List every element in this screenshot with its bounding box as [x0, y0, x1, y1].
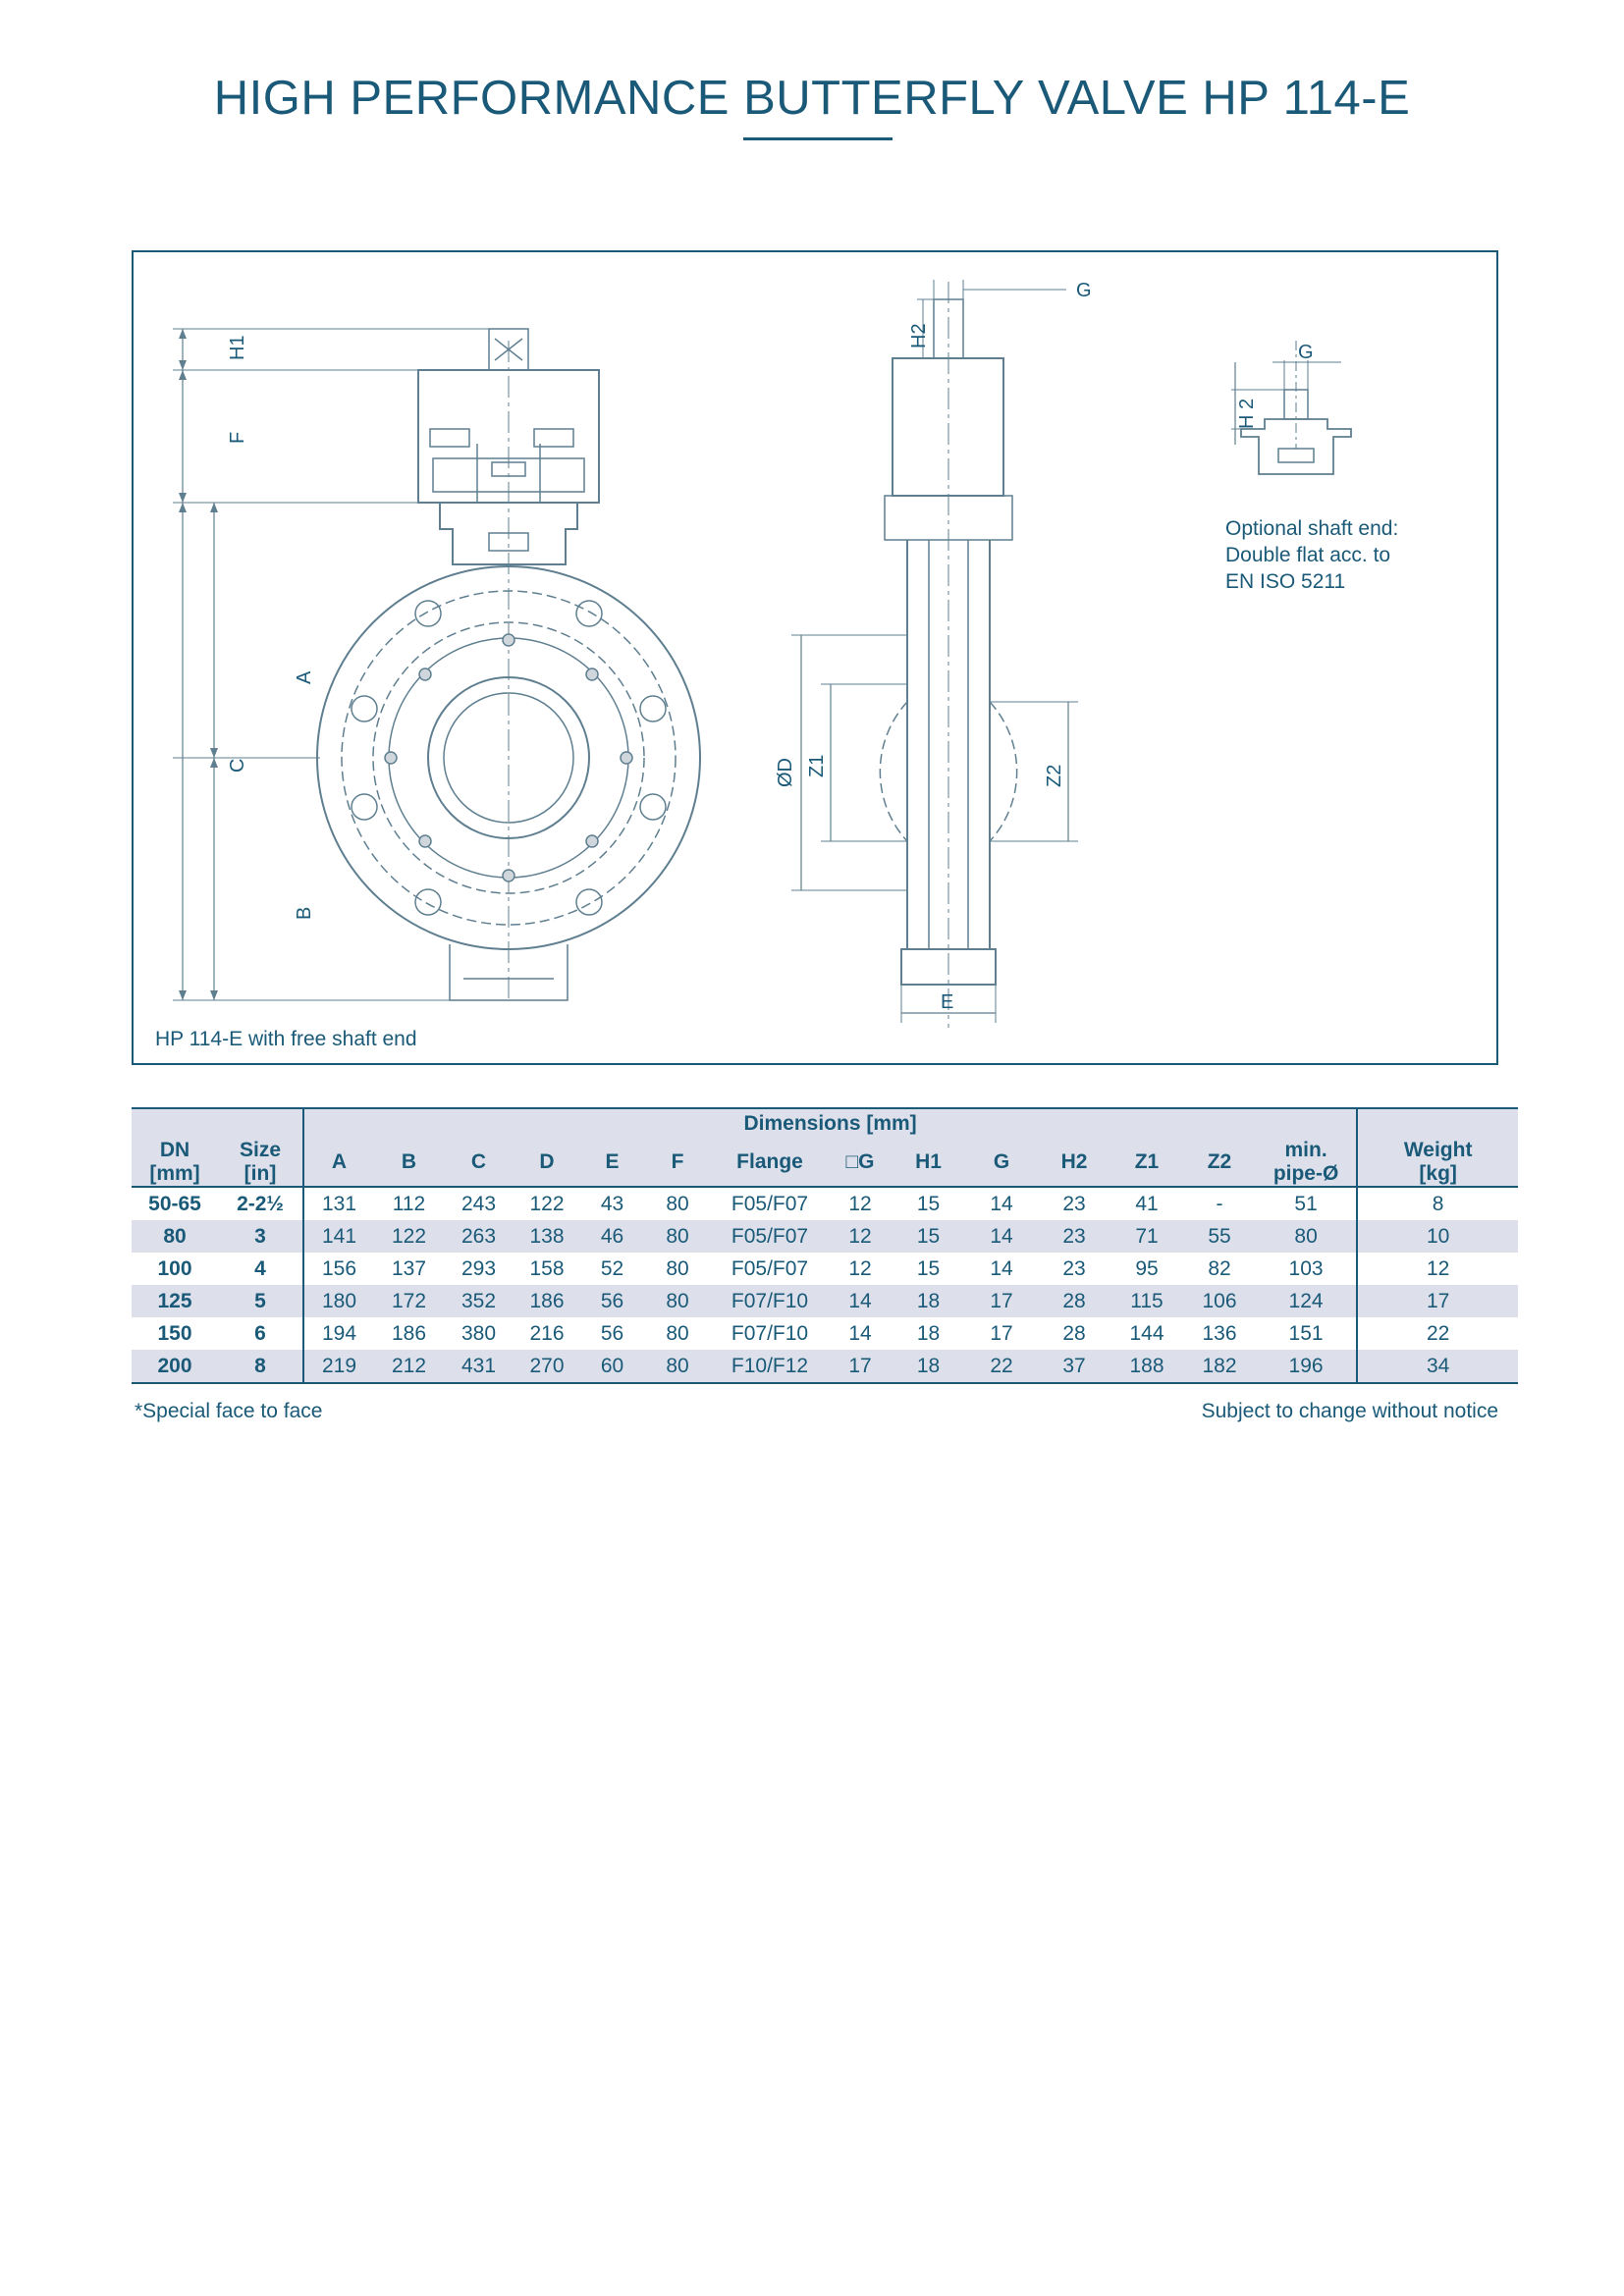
table-cell: 2-2½	[218, 1187, 303, 1220]
table-cell: 80	[666, 1256, 689, 1280]
optional-note-line: Double flat acc. to	[1225, 544, 1391, 566]
table-cell: 180	[303, 1285, 374, 1317]
label-h2-detail: H 2	[1236, 398, 1258, 429]
table-cell: 112	[392, 1192, 426, 1215]
table-cell: 80	[132, 1220, 218, 1253]
table-cell: 263	[444, 1220, 514, 1253]
optional-shaft-note	[1225, 515, 1398, 595]
drawing-caption: HP 114-E with free shaft end	[155, 1028, 417, 1050]
table-cell: 270	[514, 1350, 580, 1383]
table-cell: 95	[1135, 1256, 1159, 1280]
table-cell: 71	[1110, 1220, 1183, 1253]
table-cell: 122	[529, 1192, 565, 1215]
table-cell: 18	[892, 1350, 965, 1383]
table-cell: 219	[303, 1350, 374, 1383]
header-weight-top	[1357, 1108, 1518, 1139]
header-g: G	[965, 1139, 1038, 1187]
table-cell: 60	[580, 1350, 644, 1383]
table-cell: 80	[666, 1321, 689, 1345]
table-cell: 293	[460, 1256, 497, 1280]
label-e: E	[941, 991, 954, 1013]
table-row	[132, 1220, 1518, 1253]
header-weight: Weight [kg]	[1357, 1139, 1518, 1187]
header-dimensions: Dimensions [mm]	[303, 1108, 1357, 1139]
table-cell: 23	[1062, 1192, 1086, 1215]
header-b: B	[374, 1139, 444, 1187]
label-h1: H1	[227, 335, 248, 360]
table-cell: 12	[848, 1192, 872, 1215]
table-cell: 151	[1256, 1317, 1357, 1350]
table-cell: 212	[374, 1350, 444, 1383]
table-cell: 380	[460, 1321, 497, 1345]
table-cell: 55	[1183, 1220, 1256, 1253]
table-cell: 80	[666, 1192, 689, 1215]
table-cell: 125	[132, 1285, 218, 1317]
table-cell: 15	[916, 1256, 941, 1280]
side-view	[791, 280, 1078, 1028]
table-cell: 156	[321, 1256, 357, 1280]
header-dn-top	[132, 1108, 218, 1139]
label-c: C	[227, 758, 248, 773]
table-cell: 14	[990, 1192, 1013, 1215]
header-size-top	[218, 1108, 303, 1139]
label-g-detail: G	[1298, 342, 1314, 363]
label-a: A	[294, 670, 315, 684]
table-cell: 17	[829, 1350, 892, 1383]
table-cell: 431	[444, 1350, 514, 1383]
table-cell: 100	[157, 1256, 192, 1280]
table-cell: 80	[644, 1220, 711, 1253]
table-cell: F10/F12	[711, 1350, 829, 1383]
table-cell: -	[1216, 1192, 1223, 1215]
table-cell: 124	[1256, 1285, 1357, 1317]
valve-drawing-svg	[134, 252, 1495, 1062]
table-cell: 46	[580, 1220, 644, 1253]
header-z2: Z2	[1183, 1139, 1256, 1187]
table-cell: F05/F07	[731, 1256, 809, 1280]
table-cell: 82	[1208, 1256, 1231, 1280]
label-h2: H2	[908, 323, 930, 348]
table-cell: 4	[218, 1253, 303, 1285]
table-cell: 8	[1432, 1192, 1444, 1215]
table-cell: 51	[1256, 1187, 1357, 1220]
table-cell: 5	[218, 1285, 303, 1317]
header-c: C	[444, 1139, 514, 1187]
table-cell: 28	[1038, 1285, 1110, 1317]
table-cell: F05/F07	[711, 1220, 829, 1253]
table-cell: 15	[892, 1220, 965, 1253]
table-cell: 188	[1110, 1350, 1183, 1383]
table-cell: 182	[1183, 1350, 1256, 1383]
label-b: B	[294, 906, 315, 920]
table-row	[132, 1317, 1518, 1350]
table-cell: 216	[529, 1321, 565, 1345]
table-cell: 196	[1256, 1350, 1357, 1383]
table-cell: 17	[990, 1321, 1013, 1345]
dimensions-table	[132, 1107, 1518, 1384]
header-z1: Z1	[1110, 1139, 1183, 1187]
table-row	[132, 1187, 1518, 1220]
table-cell: 23	[1038, 1220, 1110, 1253]
table-cell: 80	[1256, 1220, 1357, 1253]
table-cell: 80	[644, 1285, 711, 1317]
table-cell: 52	[600, 1256, 624, 1280]
header-h2: H2	[1038, 1139, 1110, 1187]
header-square-g: □G	[829, 1139, 892, 1187]
table-cell: 243	[460, 1192, 497, 1215]
technical-drawing	[132, 250, 1498, 1065]
table-cell: 150	[157, 1321, 192, 1345]
label-z2: Z2	[1044, 764, 1065, 787]
header-dn: DN [mm]	[132, 1139, 218, 1187]
table-cell: 6	[218, 1317, 303, 1350]
table-cell: 137	[391, 1256, 427, 1280]
header-d: D	[514, 1139, 580, 1187]
table-cell: 200	[132, 1350, 218, 1383]
label-z1: Z1	[806, 754, 828, 777]
table-cell: 106	[1183, 1285, 1256, 1317]
footnote-special-face: *Special face to face	[135, 1400, 323, 1422]
optional-note-line: EN ISO 5211	[1225, 570, 1346, 593]
table-cell: 18	[892, 1285, 965, 1317]
table-cell: 28	[1062, 1321, 1086, 1345]
header-flange: Flange	[711, 1139, 829, 1187]
header-f: F	[644, 1139, 711, 1187]
table-cell: 12	[848, 1256, 872, 1280]
table-cell: 12	[1426, 1256, 1450, 1280]
table-cell: 80	[644, 1350, 711, 1383]
header-h1: H1	[892, 1139, 965, 1187]
table-cell: 122	[374, 1220, 444, 1253]
table-cell: 136	[1202, 1321, 1237, 1345]
table-cell: 158	[529, 1256, 565, 1280]
header-e: E	[580, 1139, 644, 1187]
table-cell: 12	[829, 1220, 892, 1253]
table-cell: 37	[1038, 1350, 1110, 1383]
footnote-subject-to-change: Subject to change without notice	[1201, 1400, 1498, 1422]
table-cell: 43	[600, 1192, 624, 1215]
table-cell: 172	[374, 1285, 444, 1317]
title-underline	[743, 137, 893, 140]
table-cell: 22	[1426, 1321, 1450, 1345]
table-cell: 141	[303, 1220, 374, 1253]
table-cell: 10	[1357, 1220, 1518, 1253]
table-row	[132, 1350, 1518, 1383]
label-f: F	[227, 431, 248, 444]
table-cell: 186	[391, 1321, 427, 1345]
table-cell: F07/F10	[711, 1285, 829, 1317]
table-cell: 14	[829, 1285, 892, 1317]
table-cell: 17	[1357, 1285, 1518, 1317]
table-cell: 23	[1062, 1256, 1086, 1280]
table-cell: F07/F10	[731, 1321, 809, 1345]
table-cell: 115	[1110, 1285, 1183, 1317]
table-cell: 8	[218, 1350, 303, 1383]
table-cell: 15	[916, 1192, 941, 1215]
header-a: A	[303, 1139, 374, 1187]
table-cell: 194	[321, 1321, 357, 1345]
optional-note-line: Optional shaft end:	[1225, 517, 1399, 540]
table-cell: 56	[600, 1321, 624, 1345]
table-row	[132, 1285, 1518, 1317]
table-cell: 56	[580, 1285, 644, 1317]
table-cell: 14	[848, 1321, 872, 1345]
table-cell: 17	[965, 1285, 1038, 1317]
table-cell: 41	[1135, 1192, 1159, 1215]
label-od: ØD	[775, 758, 796, 787]
header-size: Size [in]	[218, 1139, 303, 1187]
table-cell: 22	[965, 1350, 1038, 1383]
page-title: HIGH PERFORMANCE BUTTERFLY VALVE HP 114-E	[213, 72, 1411, 125]
table-cell: 186	[514, 1285, 580, 1317]
table-cell: F05/F07	[731, 1192, 809, 1215]
table-cell: 131	[321, 1192, 357, 1215]
table-cell: 14	[990, 1256, 1013, 1280]
table-row	[132, 1253, 1518, 1285]
table-cell: 34	[1357, 1350, 1518, 1383]
table-body	[132, 1187, 1518, 1383]
table-cell: 3	[218, 1220, 303, 1253]
table-cell: 138	[514, 1220, 580, 1253]
table-cell: 50-65	[148, 1192, 201, 1215]
table-cell: 14	[965, 1220, 1038, 1253]
label-g: G	[1076, 280, 1092, 301]
header-min-pipe: min. pipe-Ø	[1256, 1139, 1357, 1187]
table-cell: 352	[444, 1285, 514, 1317]
table-cell: 103	[1256, 1253, 1357, 1285]
table-cell: 144	[1129, 1321, 1164, 1345]
front-view	[173, 329, 700, 1000]
table-cell: 18	[916, 1321, 941, 1345]
